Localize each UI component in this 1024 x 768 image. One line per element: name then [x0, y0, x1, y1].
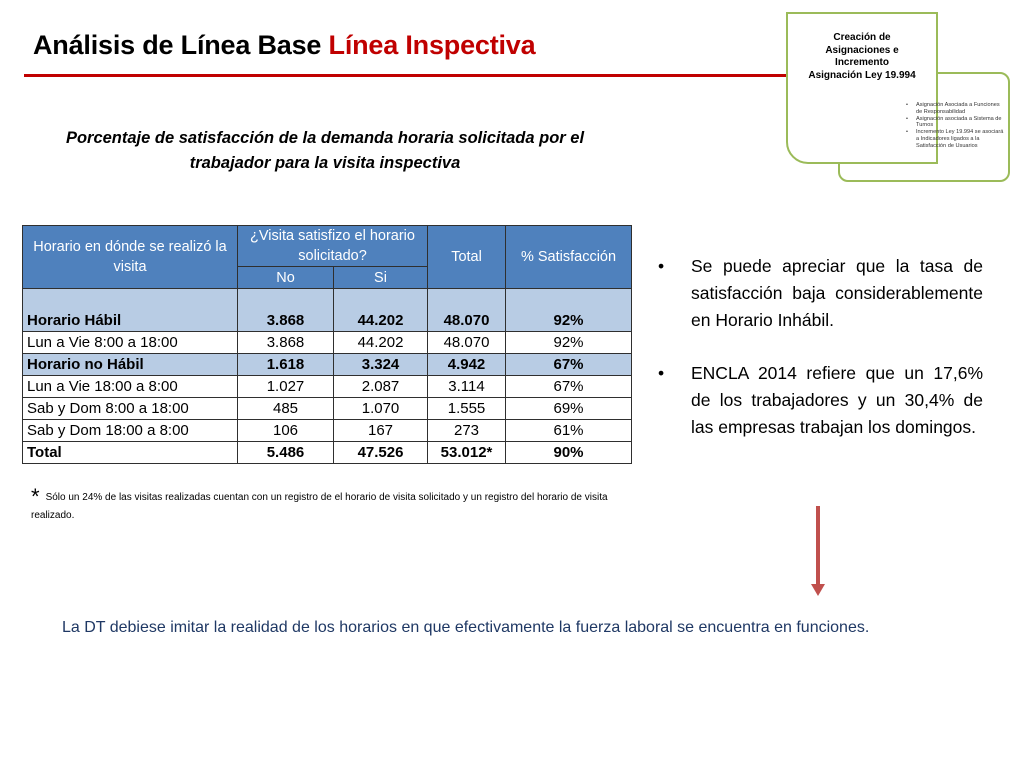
cell-si: 44.202: [334, 332, 428, 354]
header-si: Si: [334, 267, 428, 289]
down-arrow-shaft: [816, 506, 820, 586]
title-accent: Línea Inspectiva: [328, 30, 536, 60]
cell-pct: 67%: [506, 354, 632, 376]
diagram-item: • Asignación asociada a Sistema de Turnos: [906, 116, 1006, 129]
cell-pct: 61%: [506, 420, 632, 442]
footnote: [31, 484, 631, 525]
table-row: [23, 376, 632, 398]
cell-pct: 69%: [506, 398, 632, 420]
table-row: [23, 398, 632, 420]
table-row: [23, 332, 632, 354]
cell-si: 3.324: [334, 354, 428, 376]
finding-item: • ENCLA 2014 refiere que un 17,6% de los trabajadores y un 30,4% de las empresas trabajan los domingos.: [658, 360, 983, 441]
header-visita: ¿Visita satisfizo el horario solicitado?: [238, 226, 428, 267]
footnote-text: Sólo un 24% de las visitas realizadas cuentan con un registro de el horario de visita solicitado y un registro del horario de visita realizado.: [31, 492, 608, 521]
cell-no: 5.486: [238, 442, 334, 464]
diagram-item: • Incremento Ley 19.994 se asociará a Indicadores ligados a la Satisfacción de Usuarios: [906, 129, 1006, 149]
diagram-item: • Asignación Asociada a Funciones de Responsabilidad: [906, 102, 1006, 115]
cell-total: 273: [428, 420, 506, 442]
table-row-total: [23, 442, 632, 464]
table-row: [23, 420, 632, 442]
cell-si: 167: [334, 420, 428, 442]
cell-pct: 92%: [506, 289, 632, 332]
title-main: Análisis de Línea Base: [33, 30, 322, 60]
cell-total: 48.070: [428, 289, 506, 332]
cell-total: 1.555: [428, 398, 506, 420]
cell-si: 1.070: [334, 398, 428, 420]
table-row: [23, 289, 632, 332]
diagram-item-list: [906, 102, 1006, 150]
table-caption: Porcentaje de satisfacción de la demanda horaria solicitada por el trabajador para la visita inspectiva: [65, 129, 585, 172]
header-satisfaccion: % Satisfacción: [506, 226, 632, 289]
cell-si: 47.526: [334, 442, 428, 464]
cell-pct: 92%: [506, 332, 632, 354]
cell-si: 44.202: [334, 289, 428, 332]
cell-no: 3.868: [238, 332, 334, 354]
cell-no: 3.868: [238, 289, 334, 332]
footnote-asterisk: *: [31, 484, 40, 509]
slide-title: [33, 30, 535, 61]
row-label: Lun a Vie 18:00 a 8:00: [23, 376, 238, 398]
cell-pct: 67%: [506, 376, 632, 398]
row-label: Horario no Hábil: [23, 354, 238, 376]
cell-total: 3.114: [428, 376, 506, 398]
cell-total: 48.070: [428, 332, 506, 354]
cell-si: 2.087: [334, 376, 428, 398]
cell-no: 1.618: [238, 354, 334, 376]
findings-list: [658, 253, 983, 467]
header-total: Total: [428, 226, 506, 289]
finding-item: • Se puede apreciar que la tasa de satisfacción baja considerablemente en Horario Inhábil.: [658, 253, 983, 334]
row-label: Horario Hábil: [23, 289, 238, 332]
cell-total: 53.012*: [428, 442, 506, 464]
row-label: Lun a Vie 8:00 a 18:00: [23, 332, 238, 354]
row-label: Total: [23, 442, 238, 464]
down-arrow-icon: [811, 584, 825, 596]
cell-total: 4.942: [428, 354, 506, 376]
cell-no: 1.027: [238, 376, 334, 398]
row-label: Sab y Dom 18:00 a 8:00: [23, 420, 238, 442]
header-no: No: [238, 267, 334, 289]
header-horario: Horario en dónde se realizó la visita: [23, 226, 238, 289]
cell-no: 485: [238, 398, 334, 420]
cell-no: 106: [238, 420, 334, 442]
row-label: Sab y Dom 8:00 a 18:00: [23, 398, 238, 420]
cell-pct: 90%: [506, 442, 632, 464]
diagram-title: Creación de Asignaciones e Incremento Asignación Ley 19.994: [808, 32, 916, 81]
table-row: [23, 354, 632, 376]
satisfaction-table: [22, 225, 632, 464]
conclusion-text: La DT debiese imitar la realidad de los horarios en que efectivamente la fuerza laboral se encuentra en funciones.: [62, 619, 870, 636]
title-underline: [24, 74, 794, 77]
